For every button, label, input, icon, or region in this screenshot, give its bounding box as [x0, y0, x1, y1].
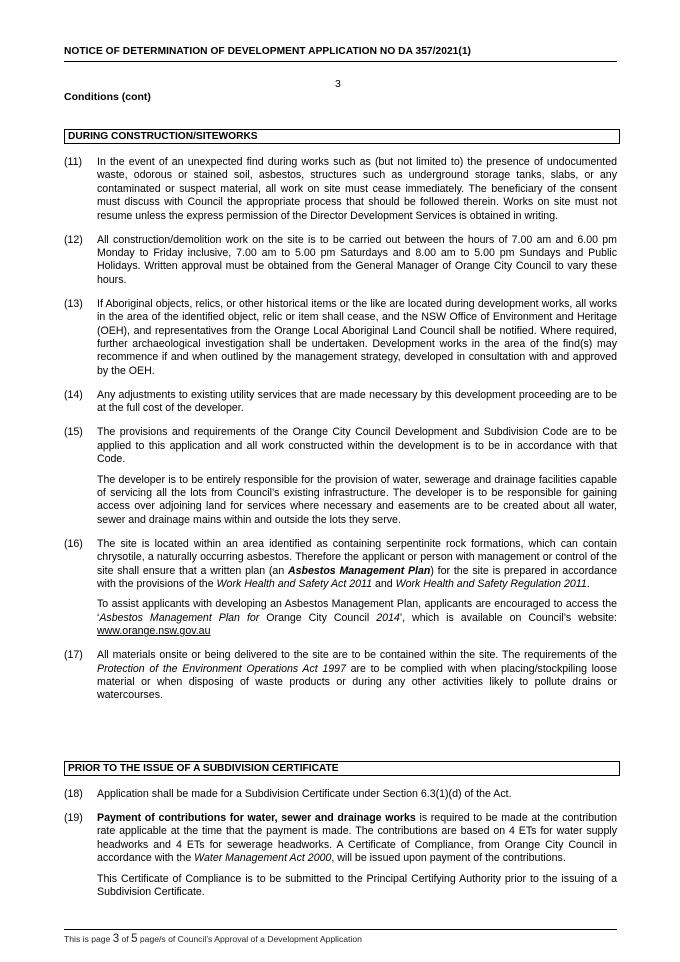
council-website-link[interactable]: www.orange.nsw.gov.au: [97, 625, 211, 638]
document-header-title: NOTICE OF DETERMINATION OF DEVELOPMENT APPLICATION NO DA 357/2021(1): [64, 46, 471, 57]
condition-paragraph: [97, 812, 617, 866]
condition-body: [97, 538, 617, 639]
text-run: ’, which is available on Council’s website:: [399, 611, 617, 624]
footer-text: of: [119, 934, 132, 944]
text-run: .: [586, 577, 590, 590]
section-heading-construction: DURING CONSTRUCTION/SITEWORKS: [64, 129, 620, 144]
condition-item: [64, 156, 617, 223]
condition-paragraph: The developer is to be entirely responsible for the provision of water, sewerage and drainage facilities capable of servicing all the lots from Council’s existing infrastructure. The developer is to be responsible for gaining access over adjoining land for services where necessary and easements are to be created about all water, sewer and drainage mains within and outside the lots they serve.: [97, 473, 617, 526]
condition-text: [97, 649, 617, 703]
text-run: The site is located within an area identified as containing serpentinite rock formations, which can contain chrysotile, a naturally occurring asbestos. Therefore the applicant or person with management or control of the site shall ensure that a written plan (an: [97, 537, 617, 577]
text-run: All materials onsite or being delivered to the site are to be contained within the site. The requirements of the: [97, 649, 617, 662]
condition-number: (11): [64, 156, 83, 168]
condition-text: If Aboriginal objects, relics, or other historical items or the like are located during development works, all works in the area of the identified object, relic or item shall cease, and the NSW Office of Environment and Heritage (OEH), and representatives from the Orange Local Aboriginal Land Council shall be notified. Where required, further archaeological investigation shall be undertaken. Development works in the area of the find(s) may recommence if and when outlined by the management strategy, developed in consultation with and approved by the OEH.: [97, 297, 617, 377]
condition-text: Application shall be made for a Subdivision Certificate under Section 6.3(1)(d) of the Act.: [97, 788, 512, 800]
footer-rule: [64, 929, 617, 930]
act-citation: Water Management Act 2000: [194, 852, 332, 865]
condition-text: In the event of an unexpected find during works such as (but not limited to) the presence of undocumented waste, odorous or stained soil, asbestos, structures such as underground storage tanks, slabs, or any contaminated or suspect material, all work on site must cease immediately. The beneficiary of the consent must discuss with Council the appropriate process that should be followed therein. Works on site must not resume unless the express permission of the Director Development Services is obtained in writing.: [97, 156, 617, 222]
condition-number: (13): [64, 297, 83, 310]
text-run: is required to be made at the contribution rate applicable at the time that the payment is made. The contributions are based on 4 ETs for water supply headworks and 4 ETs for sewerage headworks. A Certificate of Compliance, from Orange City Council in accordance with the: [97, 812, 617, 865]
condition-item: [64, 389, 617, 416]
condition-paragraph: [97, 538, 617, 592]
condition-text: All construction/demolition work on the site is to be carried out between the hours of 7.00 am and 6.00 pm Monday to Friday inclusive, 7.00 am to 5.00 pm Saturdays and 8.00 am to 5.00 pm Sundays and Public Holidays. Written approval must be obtained from the General Manager of Orange City Council to vary these hours.: [97, 233, 617, 286]
footer-page: 3: [112, 933, 120, 945]
condition-number: (18): [64, 788, 83, 800]
condition-paragraph: [97, 598, 617, 638]
condition-item: [64, 234, 617, 288]
text-run: and: [372, 577, 396, 590]
conditions-list-subdivision: [64, 788, 617, 910]
condition-number: (19): [64, 812, 83, 824]
condition-item: [64, 812, 617, 899]
condition-number: (14): [64, 388, 83, 401]
condition-number: (16): [64, 537, 83, 550]
condition-paragraph: This Certificate of Compliance is to be submitted to the Principal Certifying Authority prior to the issuing of a Subdivision Certificate.: [97, 872, 617, 899]
plan-title: Asbestos Management Plan for: [99, 611, 260, 624]
condition-item: [64, 538, 617, 639]
condition-text: Any adjustments to existing utility services that are made necessary by this development proceeding are to be at the full cost of the developer.: [97, 388, 617, 415]
conditions-label: Conditions (cont): [64, 91, 151, 103]
condition-body: [97, 426, 617, 527]
plan-year: 2014: [376, 611, 400, 624]
condition-paragraph: The provisions and requirements of the Orange City Council Development and Subdivision Code are to be applied to this application and all work constructed within the development is to be in accordance with that Code.: [97, 426, 617, 466]
section-heading-subdivision: PRIOR TO THE ISSUE OF A SUBDIVISION CERTIFICATE: [64, 761, 620, 776]
condition-item: [64, 298, 617, 378]
condition-body: [97, 812, 617, 899]
condition-item: [64, 426, 617, 527]
condition-item: [64, 649, 617, 703]
act-citation: Protection of the Environment Operations Act 1997: [97, 662, 346, 675]
regulation-citation: Work Health and Safety Regulation 2011: [395, 577, 587, 590]
asbestos-plan-term: Asbestos Management Plan: [288, 564, 431, 577]
condition-number: (17): [64, 649, 83, 662]
text-run: Orange City Council: [259, 611, 377, 624]
header-rule: [64, 61, 617, 62]
condition-number: (12): [64, 233, 83, 246]
condition-number: (15): [64, 426, 83, 439]
text-run: To assist applicants with developing an Asbestos Management Plan, applicants are encouraged to access the ‘: [97, 598, 617, 624]
conditions-list-construction: [64, 156, 617, 713]
footer-text: This is page: [64, 934, 113, 944]
condition-item: [64, 788, 617, 801]
bold-lead: Payment of contributions for water, sewer and drainage works: [97, 812, 416, 824]
text-run: , will be issued upon payment of the contributions.: [331, 852, 566, 865]
page-footer: [64, 933, 362, 945]
text-run: ) for the site is prepared in accordance with the provisions of the: [97, 564, 617, 590]
text-run: are to be complied with when placing/stockpiling loose material or when disposing of waste products or during any other activities likely to pollute drains or watercourses.: [97, 662, 617, 702]
page-number: 3: [335, 78, 341, 90]
act-citation: Work Health and Safety Act 2011: [216, 577, 373, 590]
footer-total: 5: [131, 933, 138, 945]
footer-text: page/s of Council’s Approval of a Development Application: [137, 934, 362, 944]
